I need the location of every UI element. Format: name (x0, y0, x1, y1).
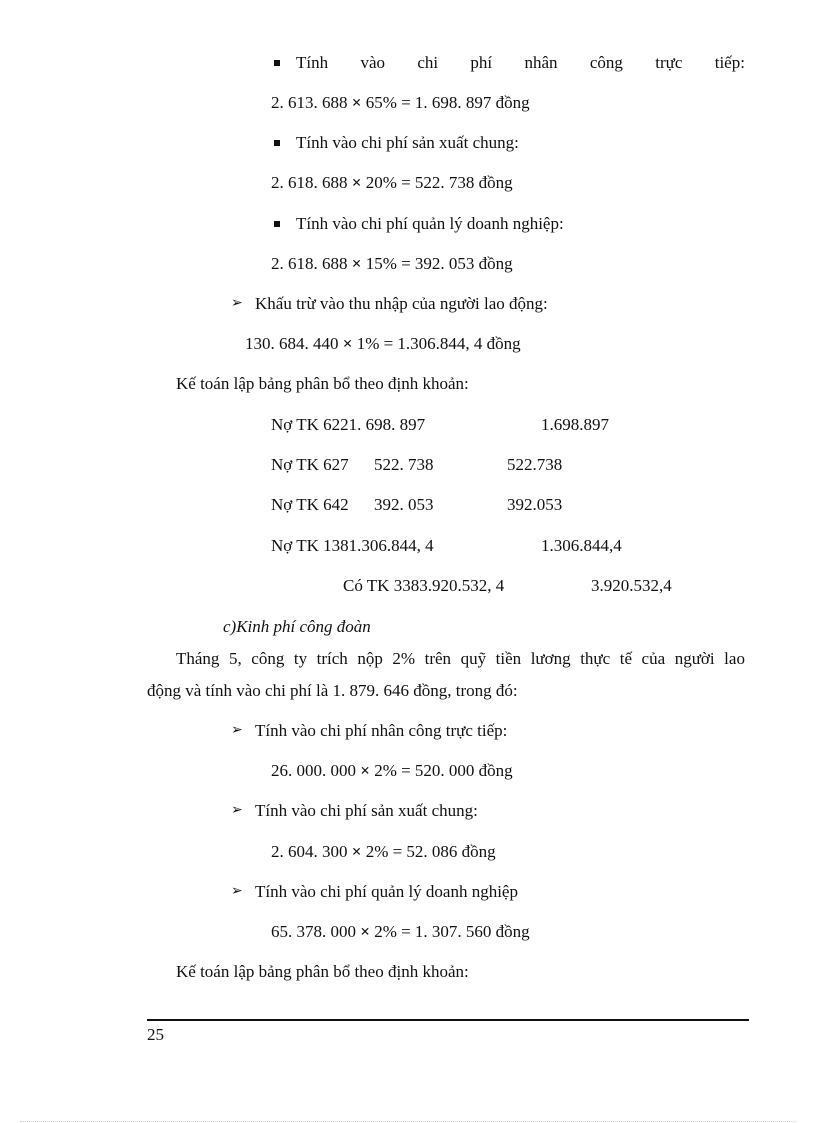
bullet-management: Tính vào chi phí quản lý doanh nghiệp: (296, 214, 564, 233)
paragraph: Kế toán lập bảng phân bổ theo định khoản: (176, 374, 469, 393)
entry-right: 3.920.532,4 (591, 576, 672, 595)
word: tiếp: (714, 53, 745, 72)
entry-right: 392.053 (507, 495, 563, 514)
arrow-item-deduction: ➢ Khấu trừ vào thu nhập của người lao động: (231, 294, 548, 313)
word: Tính (296, 53, 329, 72)
arrow-item: ➢ Tính vào chi phí sản xuất chung: (231, 801, 478, 820)
bullet-general-production: Tính vào chi phí sản xuất chung: (296, 133, 519, 152)
calc-line: 26. 000. 000 × 2% = 520. 000 đồng (271, 761, 513, 780)
word: vào (360, 53, 385, 72)
entry-right: 1.306.844,4 (541, 536, 622, 555)
entry-left: Có TK 3383.920.532, 4 (343, 576, 505, 595)
arrow-item: ➢ Tính vào chi phí quản lý doanh nghiệp (231, 882, 518, 901)
entry-mid: 392. 053 (374, 495, 434, 514)
word: trực (655, 53, 683, 72)
page-edge-divider (20, 1121, 796, 1122)
bullet-direct-labor (296, 52, 745, 74)
page-number: 25 (147, 1025, 164, 1044)
entry-left: Nợ TK 627 (271, 455, 349, 474)
entry-left: Nợ TK 642 (271, 495, 349, 514)
arrow-bullet-icon: ➢ (231, 723, 243, 738)
paragraph-line: động và tính vào chi phí là 1. 879. 646 đồng, trong đó: (147, 681, 518, 700)
word: công (589, 53, 623, 72)
arrow-bullet-icon: ➢ (231, 884, 243, 899)
entry-left: Nợ TK 6221. 698. 897 (271, 415, 426, 434)
entry-mid: 522. 738 (374, 455, 434, 474)
calc-line: 2. 604. 300 × 2% = 52. 086 đồng (271, 842, 496, 861)
paragraph: Kế toán lập bảng phân bổ theo định khoản: (176, 962, 469, 981)
calc-line: 2. 618. 688 × 20% = 522. 738 đồng (271, 173, 513, 192)
footer-divider (147, 1019, 749, 1021)
entry-right: 522.738 (507, 455, 563, 474)
calc-line: 2. 618. 688 × 15% = 392. 053 đồng (271, 254, 513, 273)
word: phí (470, 53, 493, 72)
section-heading: c)Kinh phí công đoàn (223, 617, 371, 636)
word: chi (417, 53, 439, 72)
entry-right: 1.698.897 (541, 415, 609, 434)
word: nhân (524, 53, 558, 72)
arrow-item: ➢ Tính vào chi phí nhân công trực tiếp: (231, 721, 508, 740)
calc-line: 65. 378. 000 × 2% = 1. 307. 560 đồng (271, 922, 530, 941)
calc-line: 2. 613. 688 × 65% = 1. 698. 897 đồng (271, 93, 530, 112)
paragraph-line: Tháng 5, công ty trích nộp 2% trên quỹ tiền lương thực tế của người lao (176, 649, 745, 668)
entry-left: Nợ TK 1381.306.844, 4 (271, 536, 434, 555)
arrow-bullet-icon: ➢ (231, 296, 243, 311)
arrow-bullet-icon: ➢ (231, 803, 243, 818)
calc-line: 130. 684. 440 × 1% = 1.306.844, 4 đồng (245, 334, 521, 353)
